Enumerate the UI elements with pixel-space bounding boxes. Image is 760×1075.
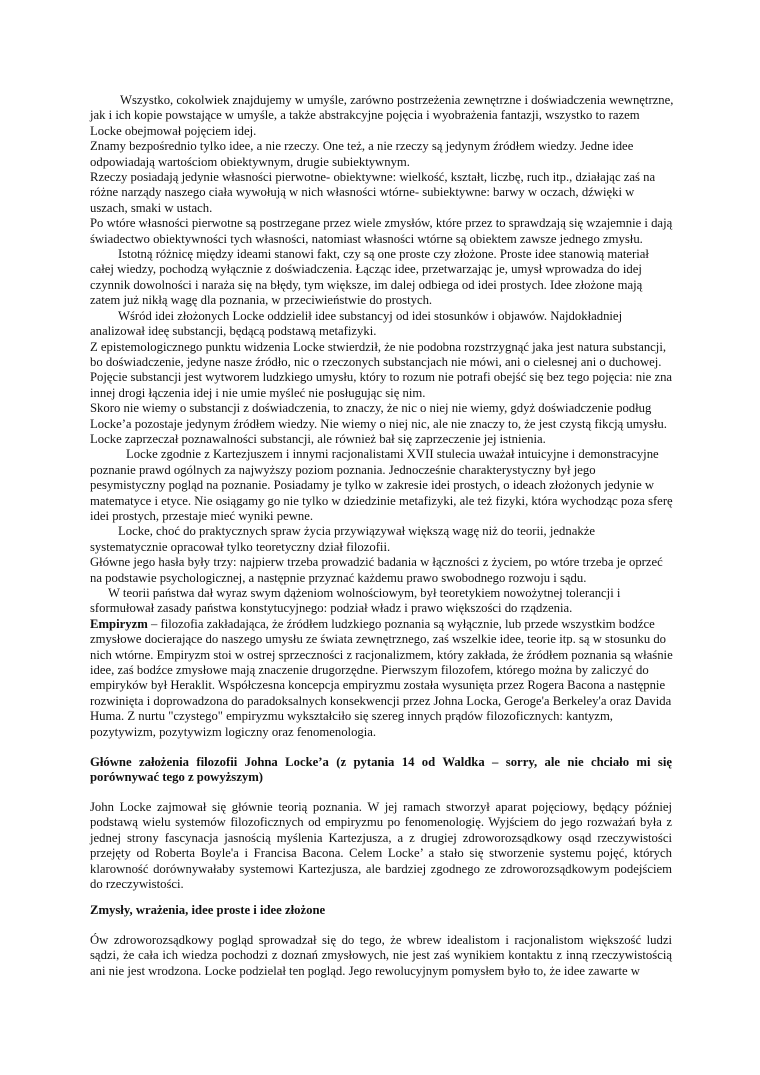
paragraph-rationalists-knowledge: Locke zgodnie z Kartezjuszem i innymi racjonalistami XVII stulecia uważał intuicyjne i demonstracyjne poznanie prawd ogólnych za najwyższy poziom poznania. Jednocześnie charakterystyczny był jego pesymistyczny pogląd na poznanie. Posiadamy je tylko w zakresie idei prostych, o ideach złożonych jedynie w matematyce i etyce. Nie osiągamy go nie tylko w dziedzinie metafizyki, ale też fizyki, która wychodząc poza sferę idei prostych, przestaje mieć wyniki pewne. xyxy=(90,447,673,523)
paragraph-practical-matters: Locke, choć do praktycznych spraw życia przywiązywał większą wagę niż do teorii, jednakże systematycznie opracował tylko teoretyczny dział filozofii. xyxy=(90,524,595,554)
paragraph-ideas-definition: Wszystko, cokolwiek znajdujemy w umyśle, zarówno postrzeżenia zewnętrzne i doświadczenia wewnętrzne, jak i ich kopie powstające w umyśle, a także abstrakcyjne pojęcia i wyobrażenia fantazji, wszystko to razem Locke obejmował pojęciem idej. xyxy=(90,93,674,138)
paragraph-empiricism xyxy=(90,617,674,740)
paragraph-knowledge-of-ideas: Znamy bezpośrednio tylko idee, a nie rzeczy. One też, a nie rzeczy są jedynym źródłem wiedzy. Jedne idee odpowiadają wartościom obiektywnym, drugie subiektywnym. xyxy=(90,139,634,169)
paragraph-substance-ideas: Wśród idei złożonych Locke oddzielił idee substancyj od idei stosunków i objawów. Najdokładniej analizował ideę substancji, będącą podstawą metafizyki. xyxy=(90,308,623,339)
paragraph-main-slogans: Główne jego hasła były trzy: najpierw trzeba prowadzić badania w łączności z życiem, po wtóre trzeba je oprzeć na podstawie psychologicznej, a następnie przyznać każdemu prawo swobodnego rozwoju i sądu. xyxy=(90,555,663,585)
paragraph-simple-complex-ideas: Istotną różnicę między ideami stanowi fakt, czy są one proste czy złożone. Proste idee stanowią materiał całej wiedzy, pochodzą wyłącznie z doświadczenia. Łącząc idee, przetwarzając je, umysł wprowadza do idej czynnik dowolności i naraża się na błędy, tym większe, im dalej odbiega od idei prostych. Idee złożone mają zatem już nikłą wagę dla poznania, w przeciwieństwie do prostych. xyxy=(90,247,649,308)
empiricism-term: Empiryzm xyxy=(90,616,148,631)
paragraph-common-sense-view: Ów zdroworozsądkowy pogląd sprowadzał się do tego, że wbrew idealistom i racjonalistom większość ludzi sądzi, że cała ich wiedza pochodzi z doznań zmysłowych, nie jest zaś wynikiem kontaktu z inną rzeczywistością ani nie jest wrodzona. Locke podzielał ten pogląd. Jego rewolucyjnym pomysłem było to, że idee zawarte w xyxy=(90,933,672,978)
locke-notes-body xyxy=(90,93,674,740)
paragraph-locke-theory-of-knowledge: John Locke zajmował się głównie teorią poznania. W jej ramach stworzył aparat pojęciowy, będący później podstawą wielu systemów filozoficznych od empiryzmu po fenomenologię. Wyjściem do jego rozważań była z jednej strony fascynacja jasnością myślenia Kartezjusza, a z drugiej zdroworozsądkowy osąd rzeczywistości przejęty od Roberta Boyle'a i Francisa Bacona. Celem Locke’ a stało się stworzenie systemu pojęć, których klarowność dorównywałaby systemowi Kartezjusza, ale bardziej zgodnego ze zdroworozsądkowym podejściem do rzeczywistości. xyxy=(90,800,672,892)
section-heading-locke-assumptions: Główne założenia filozofii Johna Locke’a (z pytania 14 od Waldka – sorry, ale nie chciało mi się porównywać tego z powyższym) xyxy=(90,755,672,785)
paragraph-primary-qualities: Rzeczy posiadają jedynie własności pierwotne- obiektywne: wielkość, kształt, liczbę, ruch itp., działając zaś na różne narządy naszego ciała wywołują w nich własności wtórne- subiektywne: barwy w oczach, dźwięki w uszach, smaki w ustach. xyxy=(90,170,656,215)
paragraph-substance-unknowable: Skoro nie wiemy o substancji z doświadczenia, to znaczy, że nic o niej nie wiemy, gdyż doświadczenie podług Locke’a pozostaje jedynym źródłem wiedzy. Nie wiemy o niej nic, ale nie znaczy to, że jest czystą fikcją umysłu. Locke zaprzeczał poznawalności substancji, ale również bał się zaprzeczenie jej istnienia. xyxy=(90,401,667,446)
paragraph-state-theory: W teorii państwa dał wyraz swym dążeniom wolnościowym, był teoretykiem nowożytnej tolerancji i sformułował zasady państwa konstytucyjnego: podział władz i prawo większości do rządzenia. xyxy=(90,586,621,616)
empiricism-definition: – filozofia zakładająca, że źródłem ludzkiego poznania są wyłącznie, lub przede wszystkim bodźce zmysłowe docierające do naszego umysłu ze świata zewnętrznego, zaś wszelkie idee, teorie itp. są w stosunku do nich wtórne. Empiryzm stoi w ostrej sprzeczności z racjonalizmem, który zakłada, że źródłem poznania są właśnie idee, zaś bodźce zmysłowe mają znaczenie drugorzędne. Pierwszym filozofem, którego można by zaliczyć do empiryków był Heraklit. Współczesna koncepcja empiryzmu została wysunięta przez Rogera Bacona a następnie rozwinięta i doprowadzona do paradoksalnych konsekwencji przez Johna Locka, Geroge'a Berkeley'a oraz Davida Huma. Z nurtu "czystego" empiryzmu wykształciło się szereg innych prądów filozoficznych: kantyzm, pozytywizm, pozytywizm logiczny oraz fenomenologia. xyxy=(90,616,673,739)
section-heading-senses-ideas: Zmysły, wrażenia, idee proste i idee złożone xyxy=(90,903,326,917)
paragraph-senses-verification: Po wtóre własności pierwotne są postrzegane przez wiele zmysłów, które przez to sprawdzają się wzajemnie i dają świadectwo obiektywności tych własności, natomiast własności wtórne są obiektem zawsze jednego zmysłu. xyxy=(90,216,673,246)
paragraph-epistemology-substance: Z epistemologicznego punktu widzenia Locke stwierdził, że nie podobna rozstrzygnąć jaka jest natura substancji, bo doświadczenie, jedyne nasze źródło, nic o rzeczonych substancjach nie mówi, ani o cielesnej ani o duchowej. Pojęcie substancji jest wytworem ludzkiego umysłu, który to rozum nie potrafi obejść się bez tego pojęcia: nie zna innej drogi łączenia idej i nie umie myśleć nie posługując się nim. xyxy=(90,339,673,400)
